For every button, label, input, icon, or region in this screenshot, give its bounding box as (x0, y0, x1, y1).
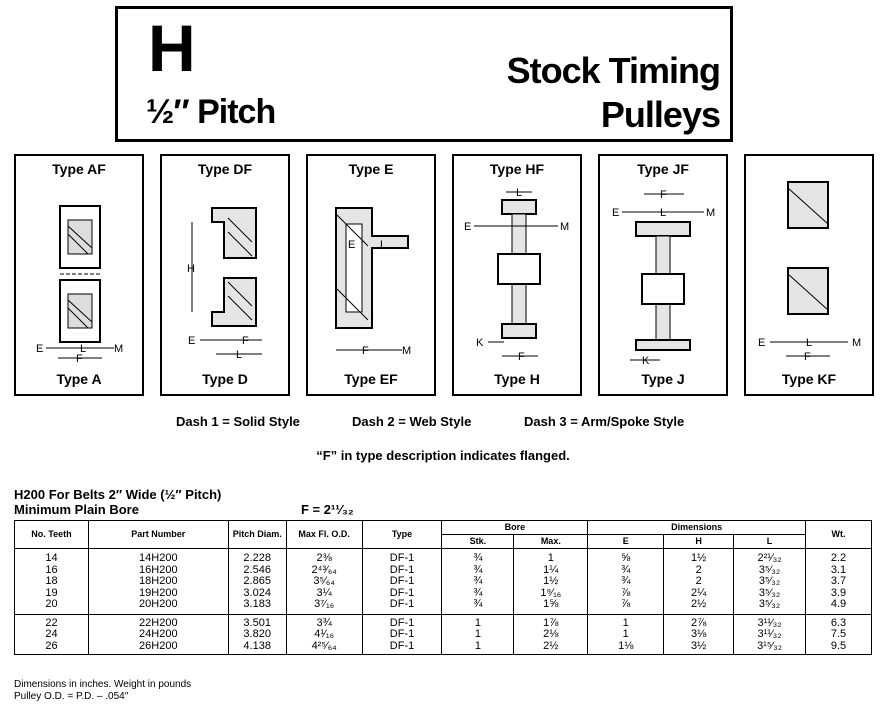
table-cell: 14 (15, 549, 89, 565)
type-label-bottom: Type D (202, 371, 248, 387)
f-value: F = 2¹¹⁄₃₂ (301, 502, 354, 517)
table-cell: DF-1 (362, 641, 442, 655)
table-cell: 1¼ (514, 565, 588, 577)
table-cell: 3⁵⁄₃₂ (734, 565, 806, 577)
table-cell: 4.9 (806, 599, 872, 614)
col-h: H (664, 535, 734, 549)
col-stk: Stk. (442, 535, 514, 549)
col-bore: Bore (442, 521, 588, 535)
type-panel-hf-h (452, 154, 582, 396)
svg-text:M: M (852, 337, 862, 349)
table-row (15, 629, 872, 641)
title-line-2: Pulleys (600, 94, 720, 135)
type-label-top: Type JF (637, 161, 689, 177)
type-a-drawing (16, 178, 142, 373)
table-cell: 4¹⁄₁₆ (286, 629, 362, 641)
table-cell: 22 (15, 614, 89, 629)
pitch-label: ½″ Pitch (146, 93, 276, 131)
table-cell: 16H200 (88, 565, 228, 577)
table-cell: 1⅝ (514, 599, 588, 614)
table-cell: 4²⁵⁄₆₄ (286, 641, 362, 655)
table-cell: 3.183 (228, 599, 286, 614)
svg-text:K: K (642, 355, 650, 367)
svg-text:E: E (348, 239, 356, 251)
table-cell: 1⅛ (588, 641, 664, 655)
table-cell: 1⁹⁄₁₆ (514, 588, 588, 600)
table-cell: ¾ (588, 576, 664, 588)
type-panel-kf (744, 154, 874, 396)
table-cell: 2⁴³⁄₆₄ (286, 565, 362, 577)
svg-text:F: F (76, 353, 83, 365)
type-label-bottom: Type A (56, 371, 102, 387)
table-cell: ⅞ (588, 599, 664, 614)
table-cell: 3⁵⁄₆₄ (286, 576, 362, 588)
table-cell: 1 (442, 629, 514, 641)
svg-text:L: L (516, 187, 523, 199)
table-cell: 3⁵⁄₃₂ (734, 576, 806, 588)
table-group-1 (15, 549, 872, 615)
col-pitch: Pitch Diam. (228, 521, 286, 549)
table-cell: 20H200 (88, 599, 228, 614)
table-cell: 2⅛ (514, 629, 588, 641)
svg-text:L: L (236, 349, 243, 361)
series-letter: H (148, 11, 194, 85)
table-cell: 2½ (664, 599, 734, 614)
table-cell: 24 (15, 629, 89, 641)
svg-text:E: E (758, 337, 766, 349)
table-cell: 3⁷⁄₁₆ (286, 599, 362, 614)
svg-text:F: F (242, 335, 249, 347)
dash-3-note: Dash 3 = Arm/Spoke Style (524, 414, 685, 429)
table-cell: 18 (15, 576, 89, 588)
type-label-top: Type E (348, 161, 394, 177)
type-panel-e-ef (306, 154, 436, 396)
table-cell: DF-1 (362, 599, 442, 614)
table-cell: 3.9 (806, 588, 872, 600)
dash-2-note: Dash 2 = Web Style (352, 414, 472, 429)
type-label-top: Type HF (489, 161, 545, 177)
table-cell: 2.228 (228, 549, 286, 565)
footer-note-1: Dimensions in inches. Weight in pounds (14, 679, 192, 690)
type-panel-af-a (14, 154, 144, 396)
table-cell: 3½ (664, 641, 734, 655)
table-cell: 2.865 (228, 576, 286, 588)
table-cell: DF-1 (362, 614, 442, 629)
table-row (15, 549, 872, 565)
table-cell: 1 (514, 549, 588, 565)
table-cell: 3¹¹⁄₃₂ (734, 629, 806, 641)
svg-text:E: E (612, 207, 620, 219)
table-cell: DF-1 (362, 576, 442, 588)
table-cell: ¾ (442, 549, 514, 565)
table-cell: DF-1 (362, 565, 442, 577)
table-row (15, 641, 872, 655)
table-cell: 3¾ (286, 614, 362, 629)
table-cell: 14H200 (88, 549, 228, 565)
table-cell: 3.1 (806, 565, 872, 577)
svg-text:E: E (36, 343, 44, 355)
table-cell: 2.546 (228, 565, 286, 577)
table-cell: ¾ (442, 565, 514, 577)
table-cell: 2²¹⁄₃₂ (734, 549, 806, 565)
table-row (15, 576, 872, 588)
table-cell: 1½ (514, 576, 588, 588)
type-label-bottom: Type H (494, 371, 540, 387)
table-cell: 7.5 (806, 629, 872, 641)
type-label-bottom: Type KF (781, 371, 837, 387)
table-cell: 26 (15, 641, 89, 655)
table-cell: 2 (664, 576, 734, 588)
table-cell: 3¼ (286, 588, 362, 600)
title-line-1: Stock Timing (506, 50, 720, 91)
footer-note-2: Pulley O.D. = P.D. – .054″ (14, 691, 129, 702)
type-label-top: Type DF (197, 161, 253, 177)
col-type: Type (362, 521, 442, 549)
type-kf-drawing (746, 178, 872, 373)
table-cell: 6.3 (806, 614, 872, 629)
table-cell: ¾ (442, 599, 514, 614)
table-cell: 24H200 (88, 629, 228, 641)
flange-note: “F” in type description indicates flanged. (316, 448, 570, 463)
col-teeth: No. Teeth (15, 521, 89, 549)
col-part: Part Number (88, 521, 228, 549)
table-cell: ⅞ (588, 588, 664, 600)
svg-text:L: L (660, 207, 667, 219)
table-cell: 2.2 (806, 549, 872, 565)
svg-text:M: M (560, 221, 570, 233)
table-cell: 3.024 (228, 588, 286, 600)
table-cell: 18H200 (88, 576, 228, 588)
table-cell: 2½ (514, 641, 588, 655)
section-subtitle: Minimum Plain Bore (14, 502, 139, 517)
col-max: Max. (514, 535, 588, 549)
col-wt: Wt. (806, 521, 872, 549)
table-cell: 1 (442, 614, 514, 629)
svg-text:H: H (187, 263, 195, 275)
table-cell: 3.501 (228, 614, 286, 629)
table-cell: ⅝ (588, 549, 664, 565)
type-label-bottom: Type EF (344, 371, 398, 387)
table-cell: 16 (15, 565, 89, 577)
table-cell: 19 (15, 588, 89, 600)
svg-text:L: L (380, 239, 387, 251)
table-cell: 2⅜ (286, 549, 362, 565)
svg-text:M: M (706, 207, 716, 219)
pulley-table (14, 520, 872, 655)
table-cell: 1⅞ (514, 614, 588, 629)
type-panel-jf-j (598, 154, 728, 396)
table-cell: 9.5 (806, 641, 872, 655)
svg-text:F: F (518, 351, 525, 363)
type-panel-df-d (160, 154, 290, 396)
type-label-bottom: Type J (641, 371, 685, 387)
type-d-drawing (162, 178, 288, 373)
table-cell: 3¹¹⁄₃₂ (734, 614, 806, 629)
table-cell: 4.138 (228, 641, 286, 655)
col-dimensions: Dimensions (588, 521, 806, 535)
col-max-od: Max Fl. O.D. (286, 521, 362, 549)
table-cell: 3⁵⁄₃₂ (734, 588, 806, 600)
table-cell: DF-1 (362, 549, 442, 565)
table-cell: 1½ (664, 549, 734, 565)
col-l: L (734, 535, 806, 549)
table-cell: DF-1 (362, 588, 442, 600)
table-cell: 2¼ (664, 588, 734, 600)
table-cell: ¾ (442, 588, 514, 600)
table-cell: 3.7 (806, 576, 872, 588)
table-group-2 (15, 614, 872, 655)
table-cell: 20 (15, 599, 89, 614)
svg-text:K: K (476, 337, 484, 349)
svg-text:M: M (114, 343, 124, 355)
svg-text:L: L (80, 343, 87, 355)
dash-1-note: Dash 1 = Solid Style (176, 414, 300, 429)
table-cell: 2⅞ (664, 614, 734, 629)
svg-text:E: E (188, 335, 196, 347)
table-cell: 3⁵⁄₃₂ (734, 599, 806, 614)
table-cell: 22H200 (88, 614, 228, 629)
table-cell: 3.820 (228, 629, 286, 641)
table-cell: 1 (588, 629, 664, 641)
svg-text:F: F (660, 189, 667, 201)
svg-text:M: M (402, 345, 412, 357)
title-box (115, 6, 733, 142)
table-cell: 1 (588, 614, 664, 629)
table-row (15, 599, 872, 614)
table-row (15, 614, 872, 629)
svg-text:F: F (804, 351, 811, 363)
table-cell: 3⅛ (664, 629, 734, 641)
table-cell: DF-1 (362, 629, 442, 641)
svg-text:L: L (806, 337, 813, 349)
type-label-top: Type AF (52, 161, 106, 177)
table-cell: 19H200 (88, 588, 228, 600)
table-cell: ¾ (588, 565, 664, 577)
type-h-drawing (454, 178, 580, 373)
table-cell: ¾ (442, 576, 514, 588)
type-j-drawing (600, 178, 726, 373)
type-e-drawing (308, 178, 434, 373)
table-cell: 1 (442, 641, 514, 655)
section-title: H200 For Belts 2″ Wide (½″ Pitch) (14, 487, 222, 502)
svg-text:E: E (464, 221, 472, 233)
table-cell: 3¹⁵⁄₃₂ (734, 641, 806, 655)
col-e: E (588, 535, 664, 549)
table-cell: 2 (664, 565, 734, 577)
table-cell: 26H200 (88, 641, 228, 655)
svg-text:F: F (362, 345, 369, 357)
